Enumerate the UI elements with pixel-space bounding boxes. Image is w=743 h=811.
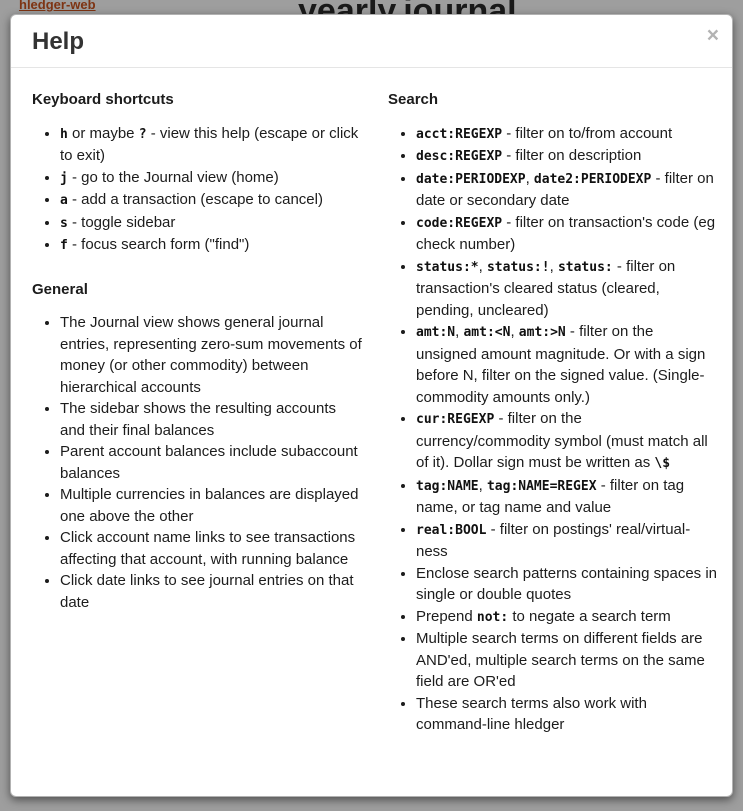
- help-list-item: • acct:REGEXP - filter on to/from account: [416, 123, 718, 146]
- code-span: status:: [557, 259, 613, 275]
- section-heading: General: [32, 280, 88, 298]
- code-span: desc:REGEXP: [416, 149, 503, 164]
- help-list-item: • Enclose search patterns containing spaces in single or double quotes: [416, 563, 718, 606]
- help-list-item: • Parent account balances include subaccount balances: [60, 441, 362, 484]
- help-list-item: • Multiple currencies in balances are displayed one above the other: [60, 484, 362, 527]
- section-heading: Keyboard shortcuts: [32, 91, 174, 108]
- help-list-item: • f - focus search form ("find"): [60, 234, 362, 257]
- help-left-column: [32, 81, 362, 758]
- help-list-item: • code:REGEXP - filter on transaction's code (eg check number): [416, 212, 718, 256]
- help-list-item: • tag:NAME, tag:NAME=REGEX - filter on tag name, or tag name and value: [416, 475, 718, 519]
- code-span: status:!: [486, 259, 550, 275]
- code-span: status:*: [416, 259, 479, 275]
- code-span: h: [60, 126, 68, 142]
- code-span: code:REGEXP: [416, 215, 503, 231]
- code-span: amt:N: [416, 325, 456, 340]
- help-list-item: • j - go to the Journal view (home): [60, 167, 362, 190]
- code-span: tag:NAME=REGEX: [486, 478, 597, 494]
- code-span: acct:REGEXP: [416, 126, 503, 142]
- help-list-item: • The Journal view shows general journal entries, representing zero-sum movements of money (or other commodity) between hierarchical accounts: [60, 312, 362, 398]
- help-list-item: • s - toggle sidebar: [60, 212, 362, 235]
- code-span: \$: [654, 456, 671, 471]
- help-list-item: • Multiple search terms on different fields are AND'ed, multiple search terms on the same field are OR'ed: [416, 628, 718, 693]
- code-span: a: [60, 193, 68, 208]
- code-span: s: [60, 215, 68, 231]
- help-list-item: • The sidebar shows the resulting accounts and their final balances: [60, 398, 362, 441]
- help-list-item: • These search terms also work with command-line hledger: [416, 693, 718, 736]
- help-list-item: • amt:N, amt:<N, amt:>N - filter on the unsigned amount magnitude. Or with a sign before N, filter on the signed value. (Single-commodity amounts only.): [416, 321, 718, 408]
- code-span: not:: [476, 609, 509, 625]
- brand-link[interactable]: hledger-web: [19, 0, 96, 12]
- help-list-item: • cur:REGEXP - filter on the currency/commodity symbol (must match all of it). Dollar sign must be written as \$: [416, 408, 718, 475]
- close-icon: ×: [706, 24, 719, 47]
- help-list: [388, 123, 718, 736]
- code-span: real:BOOL: [416, 522, 487, 538]
- help-list-item: • Click date links to see journal entries on that date: [60, 570, 362, 613]
- modal-body: [11, 68, 732, 778]
- help-list: [32, 123, 362, 257]
- help-right-column: [388, 81, 718, 758]
- help-list-item: • Click account name links to see transactions affecting that account, with running balance: [60, 527, 362, 570]
- code-span: ?: [138, 126, 147, 142]
- code-span: j: [60, 170, 68, 186]
- section-heading: Search: [388, 91, 439, 108]
- modal-title: Help: [32, 28, 85, 55]
- code-span: amt:<N: [463, 325, 511, 340]
- code-span: cur:REGEXP: [416, 412, 495, 427]
- code-span: f: [60, 238, 68, 253]
- code-span: date:PERIODEXP: [416, 171, 526, 187]
- code-span: tag:NAME: [416, 478, 479, 494]
- modal-header: [11, 15, 732, 68]
- close-button[interactable]: [706, 24, 719, 47]
- help-list-item: • date:PERIODEXP, date2:PERIODEXP - filter on date or secondary date: [416, 168, 718, 212]
- help-list-item: • h or maybe ? - view this help (escape or click to exit): [60, 123, 362, 167]
- code-span: amt:>N: [518, 325, 566, 340]
- help-list-item: • status:*, status:!, status: - filter on transaction's cleared status (cleared, pending, uncleared): [416, 256, 718, 322]
- help-list: [32, 312, 362, 613]
- help-list-item: • real:BOOL - filter on postings' real/virtual-ness: [416, 519, 718, 563]
- help-list-item: • desc:REGEXP - filter on description: [416, 145, 718, 168]
- help-list-item: • a - add a transaction (escape to cancel): [60, 189, 362, 212]
- code-span: date2:PERIODEXP: [533, 171, 652, 187]
- help-modal: [10, 14, 733, 797]
- help-list-item: • Prepend not: to negate a search term: [416, 606, 718, 629]
